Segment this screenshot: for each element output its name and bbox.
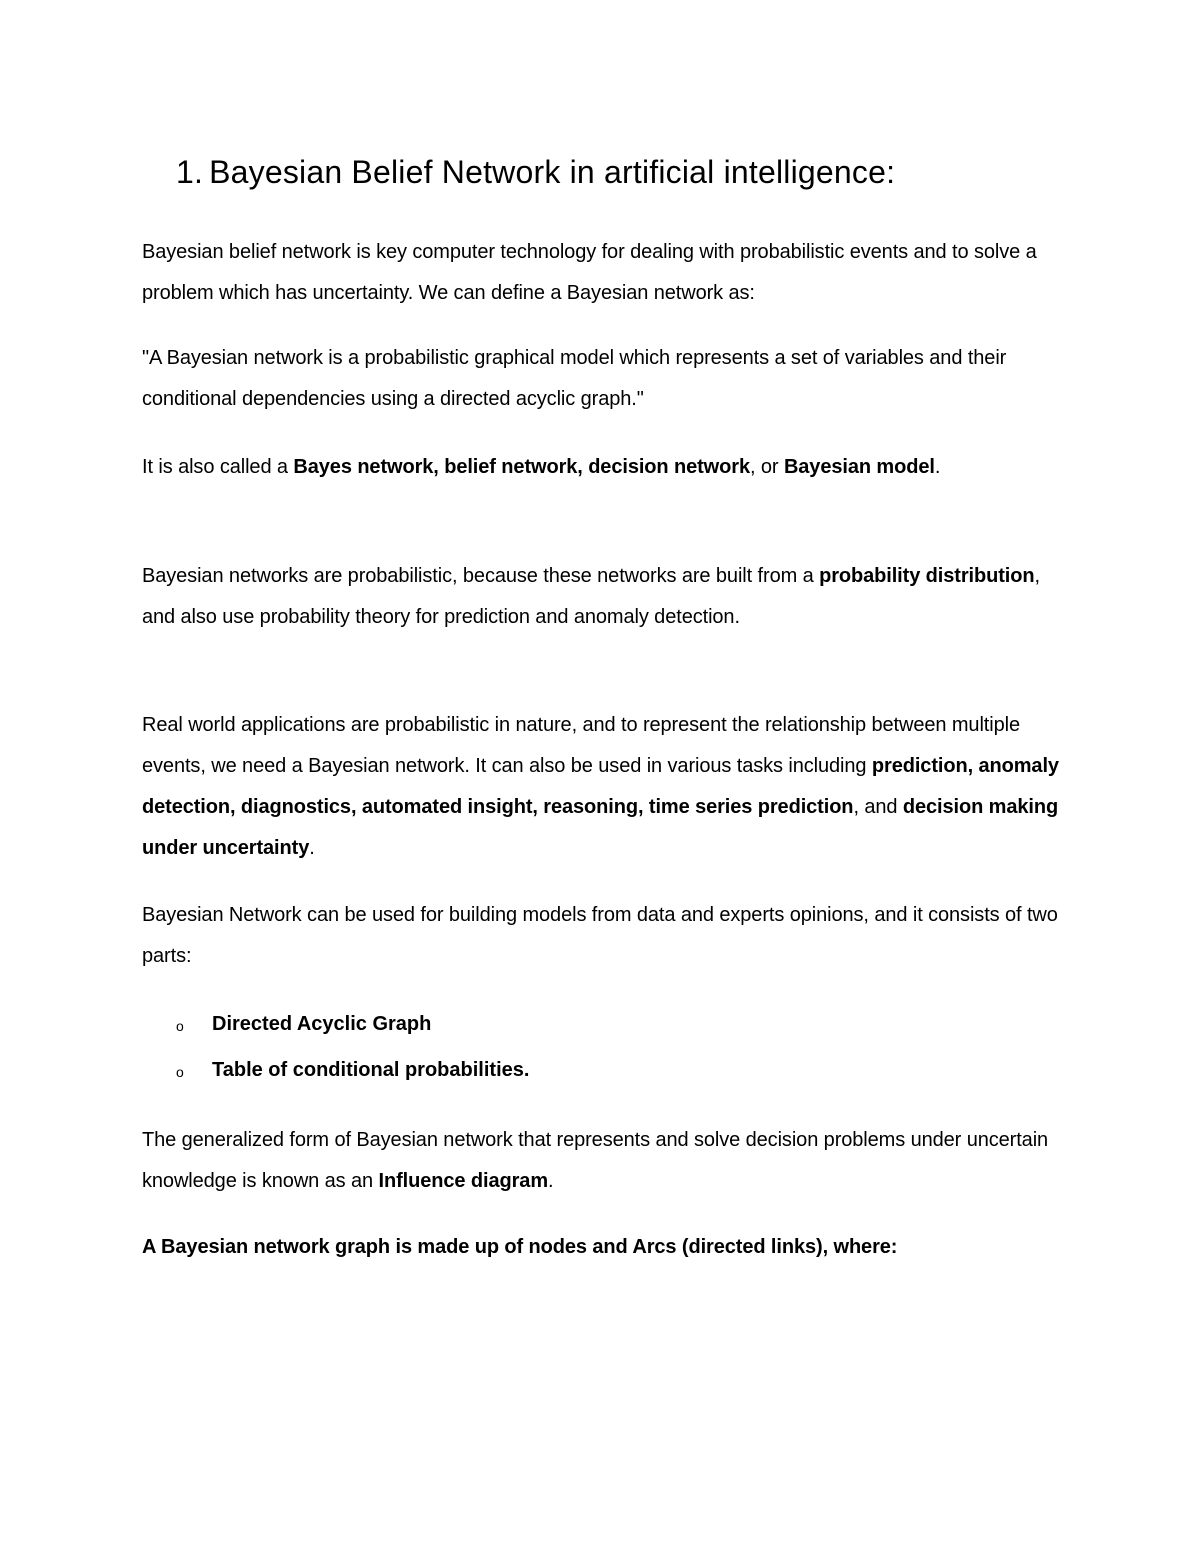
- bold-run: Influence diagram: [378, 1170, 548, 1192]
- list-item-text: Table of conditional probabilities.: [212, 1059, 530, 1081]
- text-run: It is also called a: [142, 456, 294, 478]
- bold-run: prediction, anomaly detection, diagnostics, automated insight, reasoning, time series prediction: [142, 755, 1059, 818]
- text-run: , and also use probability theory for prediction and anomaly detection.: [142, 565, 1040, 628]
- bold-run: probability distribution: [819, 565, 1035, 587]
- text-run: , and: [853, 796, 903, 818]
- bullet-marker: o: [176, 1018, 184, 1034]
- parts-list: [142, 1003, 529, 1095]
- list-item: [142, 1049, 529, 1095]
- text-run: Bayesian networks are probabilistic, because these networks are built from a: [142, 565, 820, 587]
- paragraph-probabilistic: [142, 556, 1062, 638]
- list-item: [142, 1003, 529, 1049]
- paragraph-also-called: [142, 447, 1062, 488]
- bold-run: Bayesian model: [783, 456, 935, 478]
- heading-number: 1.: [176, 154, 204, 190]
- list-item-text: Directed Acyclic Graph: [212, 1013, 432, 1035]
- text-run: .: [548, 1170, 554, 1192]
- paragraph-graph-components: A Bayesian network graph is made up of nodes and Arcs (directed links), where:: [142, 1236, 898, 1258]
- text-run: Real world applications are probabilistic in nature, and to represent the relationship between multiple events, we need a Bayesian network. It can also be used in various tasks including: [142, 714, 1020, 777]
- paragraph-intro: Bayesian belief network is key computer technology for dealing with probabilistic events and to solve a problem which has uncertainty. We can define a Bayesian network as:: [142, 241, 1037, 304]
- text-run: .: [934, 456, 941, 478]
- paragraph-definition-quote: "A Bayesian network is a probabilistic graphical model which represents a set of variables and their conditional dependencies using a directed acyclic graph.": [142, 347, 1007, 410]
- text-run: The generalized form of Bayesian network that represents and solve decision problems under uncertain knowledge is known as an: [142, 1129, 1049, 1192]
- bold-run: Bayes network, belief network, decision network: [293, 456, 750, 478]
- heading-text: Bayesian Belief Network in artificial intelligence:: [209, 154, 896, 190]
- paragraph-influence-diagram: [142, 1120, 1062, 1202]
- bold-run: decision making under uncertainty: [142, 796, 1059, 859]
- paragraph-two-parts: Bayesian Network can be used for building models from data and experts opinions, and it consists of two parts:: [142, 904, 1058, 967]
- paragraph-applications: [142, 705, 1062, 869]
- bullet-marker: o: [176, 1064, 184, 1080]
- page-title: [176, 148, 895, 196]
- text-run: , or: [749, 456, 784, 478]
- text-run: .: [309, 837, 315, 859]
